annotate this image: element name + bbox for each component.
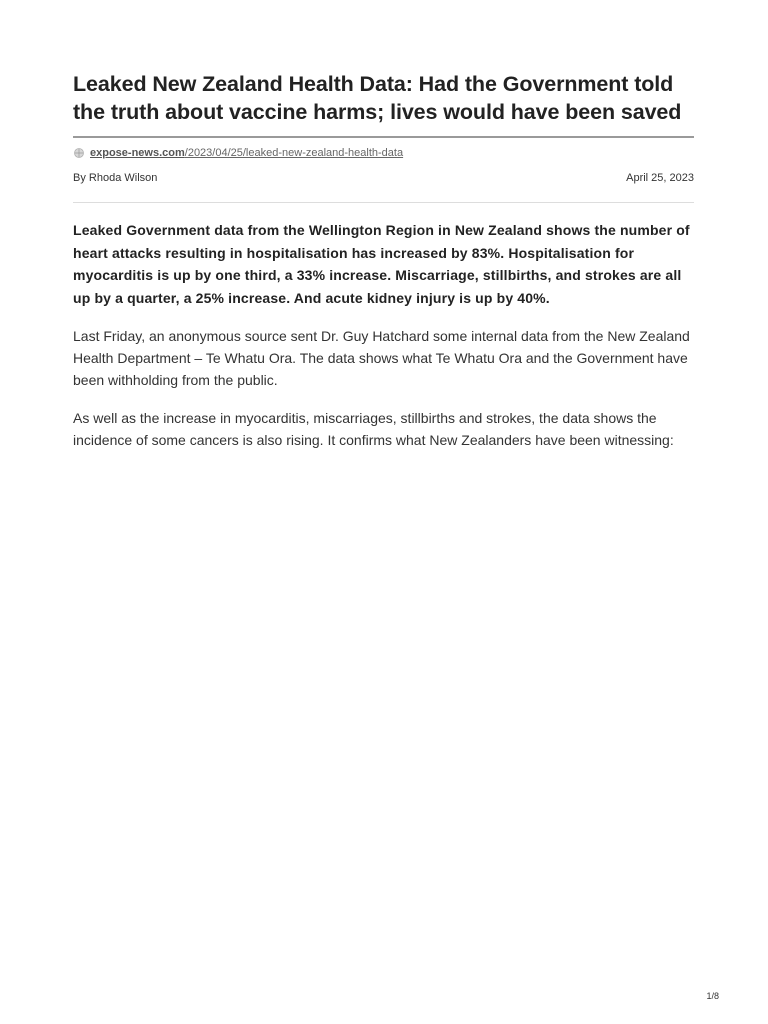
article-paragraph: As well as the increase in myocarditis, miscarriages, stillbirths and strokes, the data shows the incidence of some cancers is also rising. It confirms what New Zealanders have been witnessing: [73, 410, 674, 448]
page-number: 1/8 [706, 991, 719, 1001]
source-path-link[interactable]: /2023/04/25/leaked-new-zealand-health-data [184, 147, 404, 159]
site-favicon-icon [73, 147, 85, 159]
meta-divider [73, 202, 694, 203]
byline-row [73, 171, 694, 185]
article-paragraph: Last Friday, an anonymous source sent Dr. Guy Hatchard some internal data from the New Zealand Health Department – Te Whatu Ora. The data shows what Te Whatu Ora and the Government have been withholding from the public. [73, 328, 690, 388]
article-title: Leaked New Zealand Health Data: Had the Government told the truth about vaccine harms; lives would have been saved [73, 72, 682, 124]
source-domain-link[interactable]: expose-news.com [90, 147, 185, 159]
title-divider [73, 136, 694, 138]
article-lede: Leaked Government data from the Wellington Region in New Zealand shows the number of heart attacks resulting in hospitalisation has increased by 83%. Hospitalisation for myocarditis is up by one third, a 33% increase. Miscarriage, stillbirths, and strokes are all up by a quarter, a 25% increase. And acute kidney injury is up by 40%. [73, 222, 690, 306]
author-byline: By Rhoda Wilson [73, 172, 158, 184]
source-link[interactable] [73, 146, 694, 160]
article [73, 70, 694, 465]
publish-date: April 25, 2023 [626, 172, 694, 184]
